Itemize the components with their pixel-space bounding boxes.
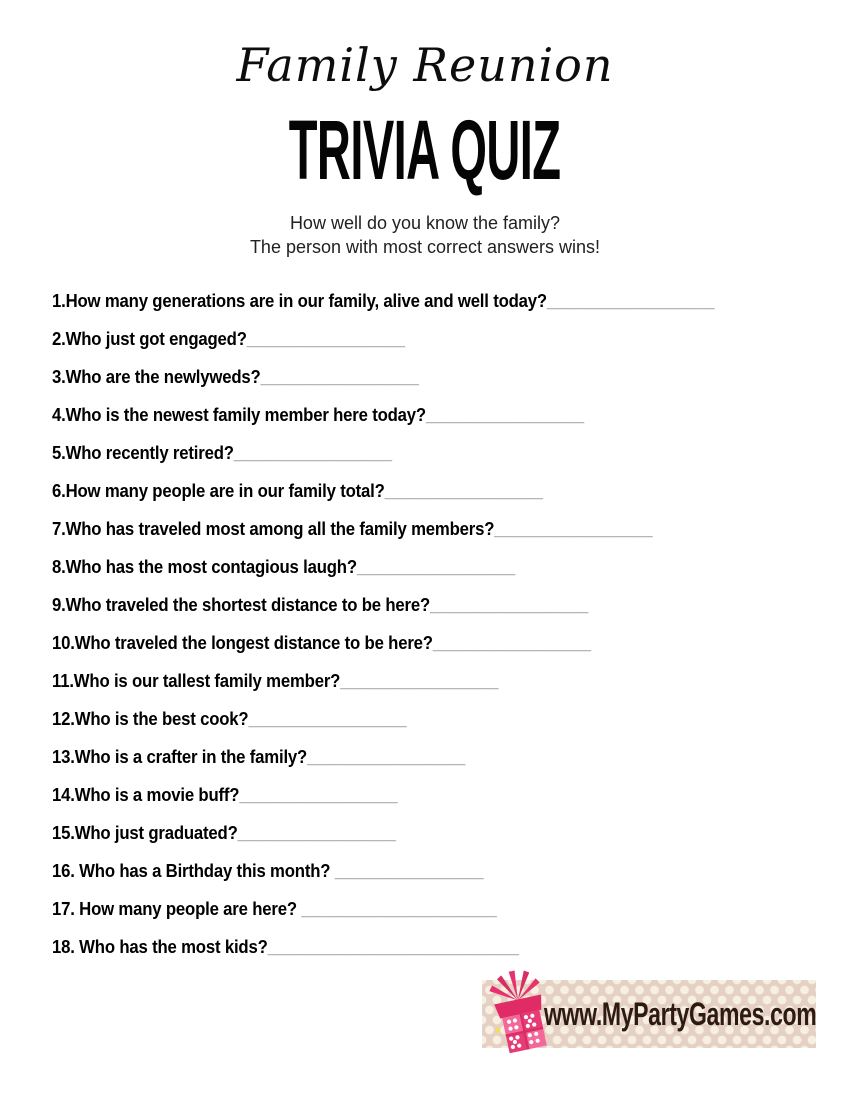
answer-blank: _________________ <box>246 329 406 349</box>
main-title-text: TRIVIA QUIZ <box>289 103 561 197</box>
answer-blank: _________________ <box>425 405 585 425</box>
main-title <box>0 103 850 197</box>
answer-blank: _________________ <box>233 443 393 463</box>
question-line <box>52 586 794 624</box>
answer-blank: _________________ <box>237 823 396 843</box>
question-label: 1.How many generations are in our family, alive and well today? <box>52 291 547 311</box>
question-line <box>52 890 794 928</box>
question-line <box>52 358 794 396</box>
answer-blank: _________________ <box>239 785 398 805</box>
answer-blank: _________________ <box>494 519 653 539</box>
answer-blank: ___________________________ <box>267 937 519 957</box>
website-text: www.MyPartyGames.com <box>544 995 817 1032</box>
questions-list <box>52 282 850 966</box>
answer-blank: _____________________ <box>301 899 497 919</box>
question-label: 2.Who just got engaged? <box>52 329 247 349</box>
question-label: 11.Who is our tallest family member? <box>52 671 341 691</box>
question-label: 13.Who is a crafter in the family? <box>52 747 308 767</box>
answer-blank: _________________ <box>384 481 543 501</box>
question-line <box>52 510 794 548</box>
question-line <box>52 700 794 738</box>
question-line <box>52 928 794 966</box>
question-line <box>52 472 794 510</box>
answer-blank: _________________ <box>307 747 466 767</box>
question-line <box>52 396 794 434</box>
subtitle-line-2: The person with most correct answers wins! <box>249 237 601 257</box>
question-line <box>52 434 794 472</box>
question-label: 6.How many people are in our family total? <box>52 481 385 501</box>
footer-banner <box>482 980 816 1048</box>
question-line <box>52 776 794 814</box>
question-line <box>52 662 794 700</box>
answer-blank: _________________ <box>430 595 589 615</box>
question-label: 18. Who has the most kids? <box>52 937 268 957</box>
answer-blank: _________________ <box>432 633 592 653</box>
answer-blank: _________________ <box>260 367 419 387</box>
answer-blank: __________________ <box>546 291 715 311</box>
subtitle <box>0 211 850 259</box>
answer-blank: _________________ <box>248 709 407 729</box>
question-label: 7.Who has traveled most among all the family members? <box>52 519 495 539</box>
subtitle-line-1: How well do you know the family? <box>289 213 561 233</box>
question-label: 17. How many people are here? <box>52 899 302 919</box>
question-line <box>52 320 794 358</box>
question-line <box>52 738 794 776</box>
question-label: 15.Who just graduated? <box>52 823 238 843</box>
question-label: 10.Who traveled the longest distance to be here? <box>52 633 433 653</box>
question-label: 5.Who recently retired? <box>52 443 234 463</box>
answer-blank: ________________ <box>334 861 484 881</box>
question-label: 4.Who is the newest family member here today? <box>52 405 426 425</box>
question-line <box>52 548 794 586</box>
question-line <box>52 814 794 852</box>
question-line <box>52 624 794 662</box>
question-label: 14.Who is a movie buff? <box>52 785 240 805</box>
question-label: 9.Who traveled the shortest distance to be here? <box>52 595 431 615</box>
answer-blank: _________________ <box>356 557 516 577</box>
question-label: 8.Who has the most contagious laugh? <box>52 557 357 577</box>
script-title: Family Reunion <box>236 38 614 92</box>
question-line <box>52 282 794 320</box>
question-label: 3.Who are the newlyweds? <box>52 367 261 387</box>
question-line <box>52 852 794 890</box>
answer-blank: _________________ <box>340 671 499 691</box>
question-label: 16. Who has a Birthday this month? <box>52 861 335 881</box>
question-label: 12.Who is the best cook? <box>52 709 249 729</box>
